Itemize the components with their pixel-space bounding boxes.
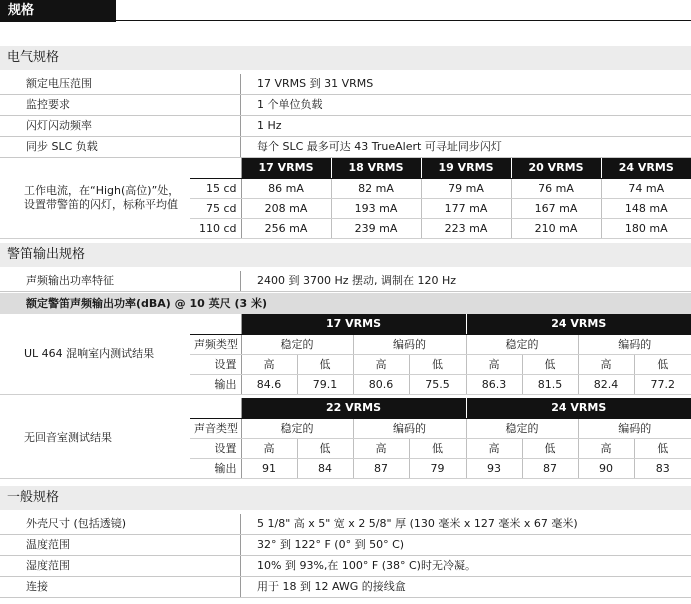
spec-label: 监控要求 — [0, 95, 241, 115]
title-rule — [116, 20, 691, 21]
current-cell: 74 mA — [601, 178, 691, 198]
setting-cell: 高 — [241, 438, 297, 458]
output-cell: 77.2 — [634, 374, 691, 394]
current-corner — [190, 158, 241, 178]
spec-row — [0, 577, 691, 598]
current-cell: 210 mA — [511, 218, 601, 238]
voltage-header: 20 VRMS — [511, 158, 601, 178]
spec-row — [0, 95, 691, 116]
spec-row — [0, 74, 691, 95]
candela-label: 75 cd — [190, 198, 241, 218]
page-title-bar — [0, 0, 691, 22]
current-cell: 148 mA — [601, 198, 691, 218]
page-title: 规格 — [0, 0, 116, 22]
electrical-heading: 电气规格 — [0, 46, 691, 70]
current-cell: 208 mA — [241, 198, 331, 218]
spec-label: 同步 SLC 负载 — [0, 137, 241, 157]
setting-label: 设置 — [190, 438, 241, 458]
setting-cell: 高 — [578, 354, 634, 374]
horn-subheading: 额定警笛声频输出功率(dBA) @ 10 英尺 (3 米) — [0, 293, 691, 314]
horn-heading: 警笛输出规格 — [0, 243, 691, 267]
output-cell: 91 — [241, 458, 297, 478]
type-cell: 编码的 — [578, 334, 691, 354]
setting-label: 设置 — [190, 354, 241, 374]
setting-cell: 低 — [522, 354, 578, 374]
voltage-header: 24 VRMS — [601, 158, 691, 178]
electrical-rows — [0, 74, 691, 158]
output-label: 输出 — [190, 458, 241, 478]
ul464-corner — [190, 314, 241, 334]
output-cell: 79 — [409, 458, 466, 478]
type-cell: 稳定的 — [241, 418, 353, 438]
spec-row — [0, 514, 691, 535]
output-cell: 90 — [578, 458, 634, 478]
output-cell: 75.5 — [409, 374, 466, 394]
voltage-header: 18 VRMS — [331, 158, 421, 178]
voltage-header: 22 VRMS — [241, 398, 466, 418]
spec-value: 1 Hz — [257, 119, 282, 132]
spec-value: 10% 到 93%,在 100° F (38° C)时无冷凝。 — [257, 559, 476, 572]
general-rows — [0, 514, 691, 598]
output-cell: 84 — [297, 458, 353, 478]
spec-label: 声频输出功率特征 — [0, 271, 241, 291]
spec-value: 用于 18 到 12 AWG 的接线盒 — [257, 580, 406, 593]
spec-value: 1 个单位负载 — [257, 98, 323, 111]
spec-label: 湿度范围 — [0, 556, 241, 576]
ul464-table — [0, 314, 691, 395]
current-cell: 76 mA — [511, 178, 601, 198]
current-cell: 180 mA — [601, 218, 691, 238]
output-cell: 81.5 — [522, 374, 578, 394]
output-cell: 93 — [466, 458, 522, 478]
spec-value: 2400 到 3700 Hz 摆动, 调制在 120 Hz — [257, 274, 457, 287]
type-cell: 稳定的 — [241, 334, 353, 354]
output-cell: 87 — [522, 458, 578, 478]
voltage-header: 24 VRMS — [466, 314, 691, 334]
setting-cell: 低 — [409, 438, 466, 458]
output-cell: 79.1 — [297, 374, 353, 394]
type-cell: 编码的 — [353, 334, 466, 354]
type-label: 声音类型 — [190, 418, 241, 438]
current-cell: 193 mA — [331, 198, 421, 218]
current-cell: 239 mA — [331, 218, 421, 238]
voltage-header: 17 VRMS — [241, 314, 466, 334]
type-label: 声频类型 — [190, 334, 241, 354]
output-cell: 86.3 — [466, 374, 522, 394]
setting-cell: 低 — [297, 438, 353, 458]
setting-cell: 低 — [522, 438, 578, 458]
setting-cell: 高 — [353, 354, 409, 374]
candela-label: 15 cd — [190, 178, 241, 198]
setting-cell: 低 — [297, 354, 353, 374]
setting-cell: 低 — [634, 438, 691, 458]
voltage-header: 19 VRMS — [421, 158, 511, 178]
spec-row — [0, 116, 691, 137]
current-cell: 79 mA — [421, 178, 511, 198]
spec-row — [0, 137, 691, 158]
horn-rows — [0, 271, 691, 292]
spec-label: 温度范围 — [0, 535, 241, 555]
current-label: 工作电流，在“High(高位)”处，设置带警笛的闪灯，标称平均值 — [0, 158, 190, 238]
setting-cell: 高 — [241, 354, 297, 374]
type-cell: 稳定的 — [466, 418, 578, 438]
anechoic-label: 无回音室测试结果 — [0, 398, 190, 478]
spec-label: 连接 — [0, 577, 241, 597]
current-table — [0, 158, 691, 239]
current-cell: 167 mA — [511, 198, 601, 218]
candela-label: 110 cd — [190, 218, 241, 238]
setting-cell: 高 — [578, 438, 634, 458]
current-cell: 86 mA — [241, 178, 331, 198]
spec-value: 每个 SLC 最多可达 43 TrueAlert 可寻址同步闪灯 — [257, 140, 502, 153]
voltage-header: 17 VRMS — [241, 158, 331, 178]
spec-value: 32° 到 122° F (0° 到 50° C) — [257, 538, 405, 551]
spec-value: 17 VRMS 到 31 VRMS — [257, 77, 374, 90]
spec-label: 闪灯闪动频率 — [0, 116, 241, 136]
spec-row — [0, 556, 691, 577]
spec-value: 5 1/8" 高 x 5" 宽 x 2 5/8" 厚 (130 毫米 x 127 毫米 x 67 毫米) — [257, 517, 578, 530]
anechoic-corner — [190, 398, 241, 418]
ul464-label: UL 464 混响室内测试结果 — [0, 314, 190, 394]
output-cell: 82.4 — [578, 374, 634, 394]
spec-label: 外壳尺寸 (包括透镜) — [0, 514, 241, 534]
output-label: 输出 — [190, 374, 241, 394]
spec-label: 额定电压范围 — [0, 74, 241, 94]
output-cell: 83 — [634, 458, 691, 478]
type-cell: 编码的 — [353, 418, 466, 438]
spec-row — [0, 535, 691, 556]
output-cell: 87 — [353, 458, 409, 478]
current-cell: 256 mA — [241, 218, 331, 238]
current-cell: 223 mA — [421, 218, 511, 238]
type-cell: 编码的 — [578, 418, 691, 438]
general-heading: 一般规格 — [0, 486, 691, 510]
current-cell: 177 mA — [421, 198, 511, 218]
current-cell: 82 mA — [331, 178, 421, 198]
output-cell: 80.6 — [353, 374, 409, 394]
spec-row — [0, 271, 691, 292]
setting-cell: 低 — [409, 354, 466, 374]
anechoic-table — [0, 398, 691, 479]
setting-cell: 高 — [353, 438, 409, 458]
setting-cell: 高 — [466, 354, 522, 374]
setting-cell: 高 — [466, 438, 522, 458]
type-cell: 稳定的 — [466, 334, 578, 354]
voltage-header: 24 VRMS — [466, 398, 691, 418]
setting-cell: 低 — [634, 354, 691, 374]
output-cell: 84.6 — [241, 374, 297, 394]
